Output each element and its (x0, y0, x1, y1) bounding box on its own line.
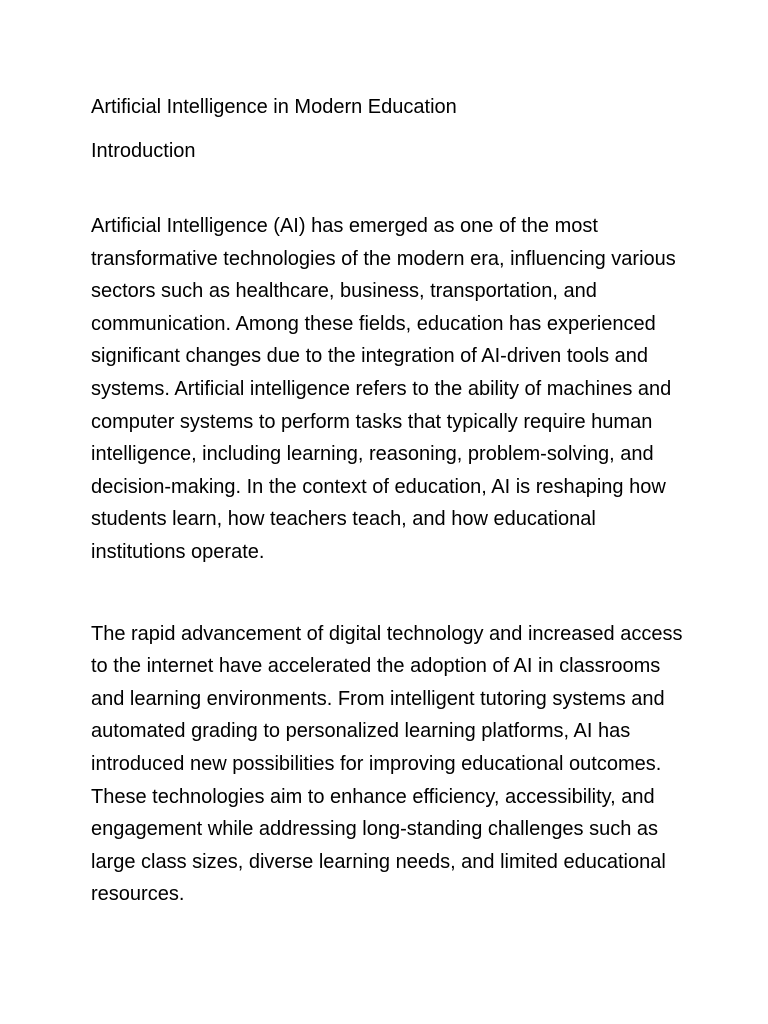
document-title: Artificial Intelligence in Modern Education (91, 96, 457, 118)
document-body (91, 93, 691, 911)
paragraph-2: The rapid advancement of digital technology and increased access to the internet have accelerated the adoption of AI in classrooms and learning environments. From intelligent tutoring systems and automated grading to personalized learning platforms, AI has introduced new possibilities for improving educational outcomes. These technologies aim to enhance efficiency, accessibility, and engagement while addressing long-standing challenges such as large class sizes, diverse learning needs, and limited educational resources. (91, 622, 683, 906)
paragraph-1: Artificial Intelligence (AI) has emerged as one of the most transformative technologies of the modern era, influencing various sectors such as healthcare, business, transportation, and communication. Among these fields, education has experienced significant changes due to the integration of AI-driven tools and systems. Artificial intelligence refers to the ability of machines and computer systems to perform tasks that typically require human intelligence, including learning, reasoning, problem-solving, and decision-making. In the context of education, AI is reshaping how students learn, how teachers teach, and how educational institutions operate. (91, 215, 676, 563)
section-heading: Introduction (91, 140, 196, 162)
